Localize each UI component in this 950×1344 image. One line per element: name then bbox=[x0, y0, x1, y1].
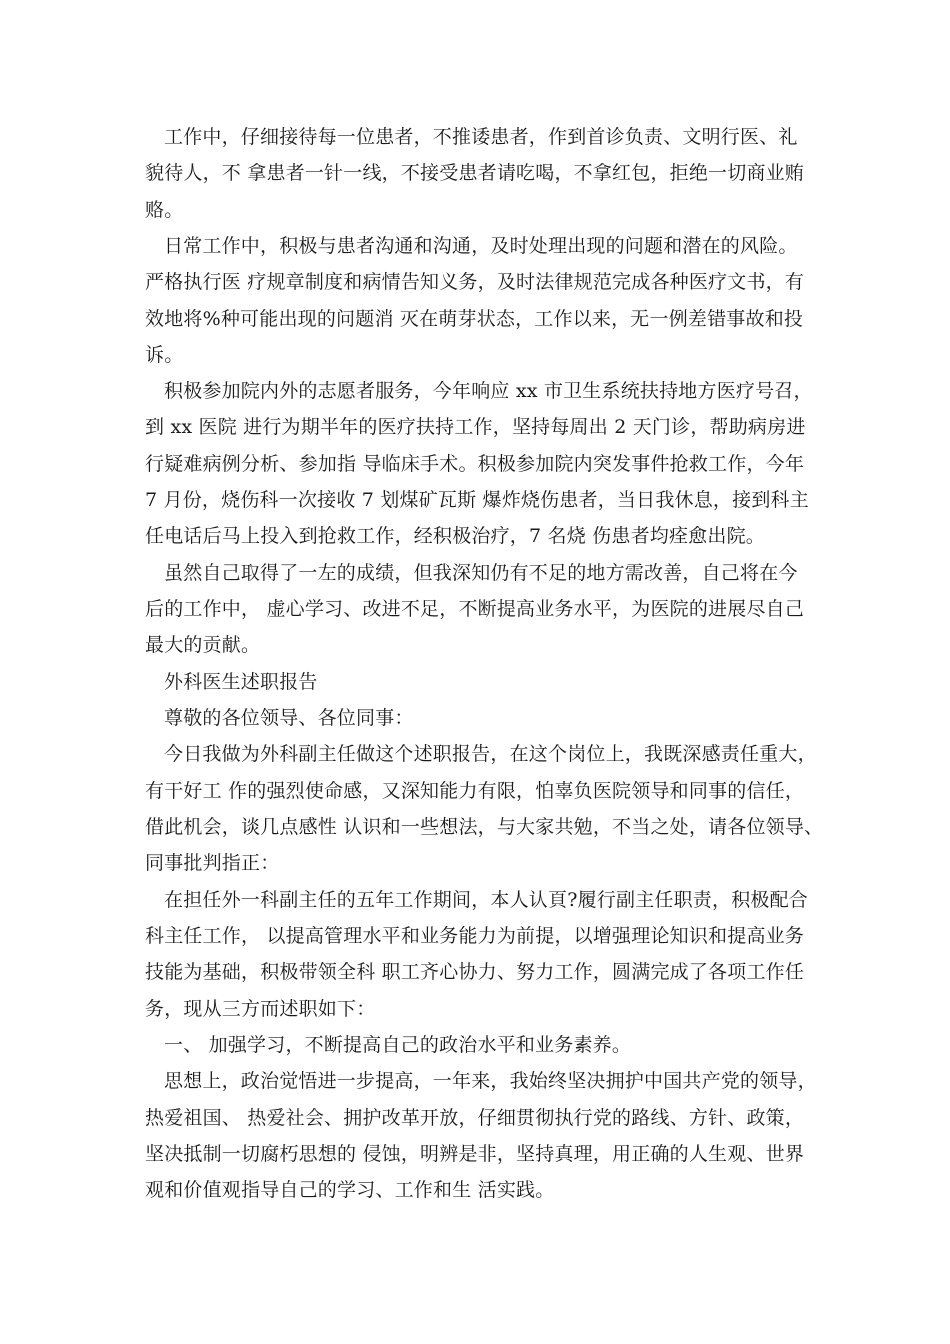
text-line: 日常工作中，积极与患者沟通和沟通，及时处理出现的问题和潜在的风险。 bbox=[164, 235, 798, 257]
text-line: 科主任工作， 以提高管理水平和业务能力为前提，以增强理论知识和提高业务 bbox=[145, 925, 805, 947]
text-line: 今日我做为外科副主任做这个述职报告，在这个岗位上，我既深感责任重大， bbox=[164, 743, 817, 765]
text-line: 赂。 bbox=[145, 199, 184, 221]
text-line: 虽然自己取得了一左的成绩，但我深知仍有不足的地方需改善，自己将在今 bbox=[164, 562, 798, 584]
text-line: 后的工作中， 虚心学习、改进不足，不断提高业务水平，为医院的进展尽自己 bbox=[145, 598, 805, 620]
text-line: 严格执行医 疗规章制度和病情告知义务，及时法律规范完成各种医疗文书，有 bbox=[145, 271, 805, 293]
text-line: 观和价值观指导自己的学习、工作和生 活实践。 bbox=[145, 1179, 555, 1201]
text-line: 同事批判指正： bbox=[145, 852, 280, 874]
text-line: 积极参加院内外的志愿者服务，今年响应 xx 市卫生系统扶持地方医疗号召， bbox=[164, 380, 813, 402]
text-line: 有干好工 作的强烈使命感，又深知能力有限，怕辜负医院领导和同事的信任， bbox=[145, 780, 805, 802]
text-line: 貌待人，不 拿患者一针一线，不接受患者请吃喝，不拿红包，拒绝一切商业贿 bbox=[145, 162, 805, 184]
text-line: 到 xx 医院 进行为期半年的医疗扶持工作，坚持每周出 2 天门诊，帮助病房进 bbox=[145, 416, 806, 438]
text-line: 坚决抵制一切腐朽思想的 侵蚀，明辨是非，坚持真理，用正确的人生观、世界 bbox=[145, 1143, 805, 1165]
text-line: 最大的贡献。 bbox=[145, 634, 261, 656]
text-line: 务，现从三方而述职如下： bbox=[145, 998, 376, 1020]
text-line: 任电话后马上投入到抢救工作，经积极治疗，7 名烧 伤患者均痊愈出院。 bbox=[145, 525, 765, 547]
text-line: 效地将%种可能出现的问题消 灭在萌芽状态，工作以来，无一例差错事故和投 bbox=[145, 308, 804, 330]
text-line: 工作中，仔细接待每一位患者，不推诿患者，作到首诊负责、文明行医、礼 bbox=[164, 126, 798, 148]
text-line: 诉。 bbox=[145, 344, 184, 366]
text-line: 行疑难病例分析、参加指 导临床手术。积极参加院内突发事件抢救工作，今年 bbox=[145, 453, 805, 475]
section-heading: 一、 加强学习，不断提高自己的政治水平和业务素养。 bbox=[164, 1034, 632, 1056]
text-line: 在担任外一科副主任的五年工作期间，本人认頁?履行副主任职责，积极配合 bbox=[164, 889, 808, 911]
text-line: 热爱祖国、 热爱社会、拥护改革开放，仔细贯彻执行党的路线、方针、政策， bbox=[145, 1107, 805, 1129]
text-line: 技能为基础，积极带领全科 职工齐心协力、努力工作，圆满完成了各项工作任 bbox=[145, 961, 805, 983]
section-title: 外科医生述职报告 bbox=[164, 671, 318, 693]
text-line: 思想上，政治觉悟进一步提高，一年来，我始终坚决拥护中国共产党的领导， bbox=[164, 1070, 817, 1092]
salutation: 尊敬的各位领导、各位同事： bbox=[164, 707, 414, 729]
text-line: 7 月份，烧伤科一次接收 7 划煤矿瓦斯 爆炸烧伤患者，当日我休息，接到科主 bbox=[145, 489, 809, 511]
text-line: 借此机会，谈几点感性 认识和一些想法，与大家共勉，不当之处，请各位领导、 bbox=[145, 816, 824, 838]
